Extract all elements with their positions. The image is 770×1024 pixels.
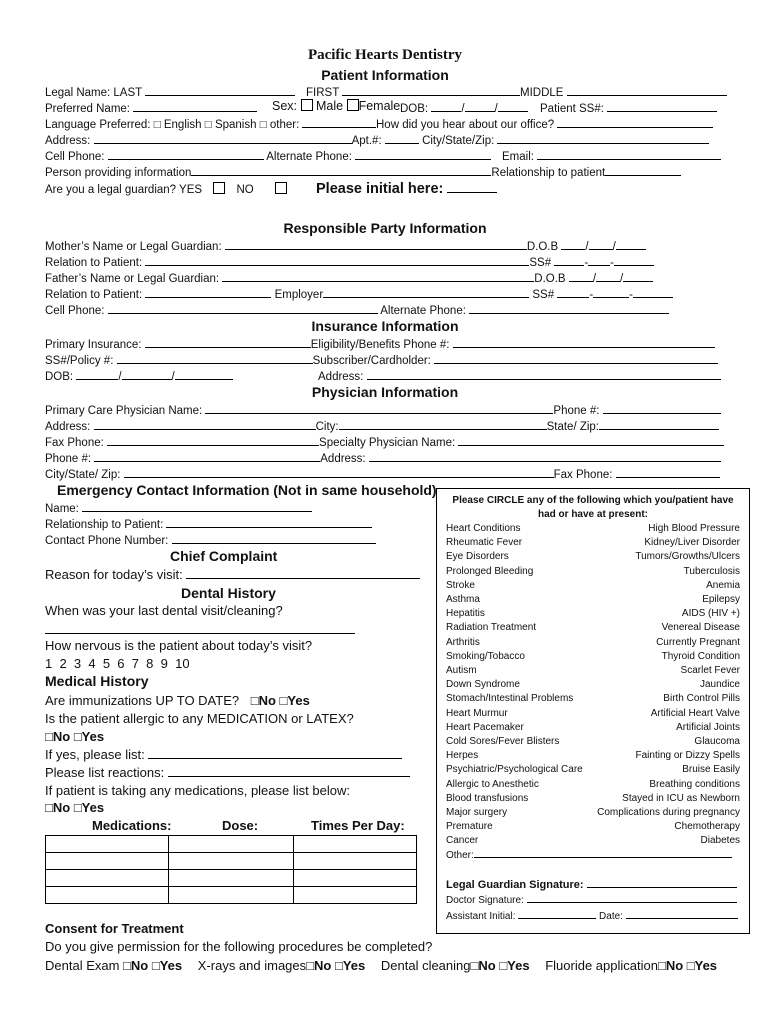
condition-item[interactable]: Asthma: [446, 594, 480, 606]
allergy-list-field[interactable]: [148, 747, 402, 759]
consent-options-row: [45, 958, 717, 973]
preferred-label: Preferred Name:: [45, 103, 131, 115]
condition-item[interactable]: Hepatitis: [446, 608, 485, 620]
guardian-sig-label: Legal Guardian Signature:: [446, 879, 584, 891]
apt-field[interactable]: [385, 132, 419, 144]
condition-item[interactable]: High Blood Pressure: [648, 523, 740, 534]
ins-dob-year[interactable]: [175, 368, 233, 380]
condition-item[interactable]: Fainting or Dizzy Spells: [635, 750, 740, 762]
condition-item[interactable]: Currently Pregnant: [656, 636, 740, 648]
conditions-header: Please CIRCLE any of the following which you/patient have had or have at present:: [452, 495, 734, 520]
medication-cell[interactable]: [46, 853, 169, 870]
checkbox-glyph[interactable]: □: [153, 119, 161, 131]
fax-label: Fax Phone:: [45, 437, 104, 449]
reactions-label: Please list reactions:: [45, 765, 165, 780]
medications-table: [45, 835, 417, 904]
dob-label: DOB:: [45, 371, 74, 383]
relationship-field[interactable]: [605, 164, 681, 176]
female-label: Female: [358, 99, 401, 113]
responsible-title: Responsible Party Information: [283, 220, 487, 236]
exam-label: Dental Exam: [45, 958, 120, 973]
fluoride-label: Fluoride application: [545, 958, 658, 973]
insurance-title: Insurance Information: [311, 318, 459, 334]
consent-title: Consent for Treatment: [45, 921, 184, 936]
condition-item[interactable]: Stomach/Intestinal Problems: [446, 693, 574, 705]
sex-row: [272, 99, 400, 113]
fluoride-options[interactable]: □No □Yes: [657, 958, 718, 973]
relation-field[interactable]: [145, 254, 529, 266]
other-language-field[interactable]: [302, 116, 376, 128]
checkbox-glyph[interactable]: □: [259, 119, 267, 131]
emergency-relationship-row: [45, 516, 372, 531]
condition-item[interactable]: Cancer: [446, 835, 479, 847]
immunizations-label: Are immunizations UP TO DATE?: [45, 693, 240, 708]
cell-row: [45, 148, 491, 163]
pcp-row: [45, 402, 721, 417]
allergic-options[interactable]: □No □Yes: [45, 729, 105, 744]
father-dob-year[interactable]: [623, 270, 653, 282]
apt-label: Apt.#:: [351, 135, 382, 147]
nervous-label: How nervous is the patient about today’s visit?: [45, 638, 313, 653]
relation-label: Relation to Patient:: [45, 257, 143, 269]
condition-item[interactable]: Down Syndrome: [446, 679, 520, 691]
mother-label: Mother’s Name or Legal Guardian:: [45, 241, 222, 253]
person-providing-field[interactable]: [191, 164, 491, 176]
ins-dob-month[interactable]: [76, 368, 118, 380]
email-field[interactable]: [537, 148, 721, 160]
spanish-label: Spanish: [214, 119, 257, 131]
condition-item[interactable]: Blood transfusions: [446, 792, 529, 804]
dose-cell[interactable]: [169, 853, 294, 870]
father-field[interactable]: [222, 270, 534, 282]
phone-label: Phone #:: [553, 405, 600, 417]
ins-dob-day[interactable]: [122, 368, 172, 380]
legal-name-label: Legal Name: LAST: [45, 87, 142, 99]
initial-row: [316, 181, 497, 197]
times-cell[interactable]: [294, 870, 417, 887]
taking-label: If patient is taking any medications, please list below:: [45, 783, 350, 798]
other-label: other:: [269, 119, 300, 131]
condition-item[interactable]: Psychiatric/Psychological Care: [446, 764, 583, 776]
patient-ss-label: Patient SS#:: [540, 103, 604, 115]
other-row: [446, 848, 732, 861]
preferred-name-field[interactable]: [133, 100, 257, 112]
first-name-row: [306, 84, 520, 99]
date-field[interactable]: [626, 909, 738, 919]
father-row: Father’s Name or Legal Guardian: D.O.B / /: [45, 270, 653, 285]
condition-item[interactable]: Major surgery: [446, 807, 508, 819]
condition-item[interactable]: Smoking/Tobacco: [446, 650, 525, 662]
medication-cell[interactable]: [46, 836, 169, 853]
ss-policy-label: SS#/Policy #:: [45, 355, 114, 367]
insurance-address-row: [318, 368, 721, 383]
emergency-title: Emergency Contact Information (Not in same household): [57, 482, 437, 498]
guardian-sig-row: [446, 877, 737, 891]
initial-field[interactable]: [447, 181, 497, 193]
list-row: [45, 747, 402, 762]
condition-item[interactable]: Heart Conditions: [446, 523, 521, 534]
address-row: [45, 132, 709, 147]
condition-item[interactable]: Glaucoma: [694, 736, 740, 748]
pcp-fax-field[interactable]: [107, 434, 319, 446]
alt-phone-label: Alternate Phone:: [380, 305, 466, 317]
col-medications: Medications:: [92, 818, 172, 833]
condition-item[interactable]: Complications during pregnancy: [597, 807, 740, 819]
language-label: Language Preferred:: [45, 119, 151, 131]
nervous-scale[interactable]: 1 2 3 4 5 6 7 8 9 10: [45, 656, 190, 671]
condition-item[interactable]: Chemotherapy: [674, 821, 740, 833]
cell-field[interactable]: [108, 148, 264, 160]
english-label: English: [163, 119, 202, 131]
pcp-phone-field[interactable]: [603, 402, 721, 414]
condition-item[interactable]: Epilepsy: [702, 594, 740, 606]
condition-item[interactable]: Cold Sores/Fever Blisters: [446, 736, 560, 748]
dental-title: Dental History: [181, 585, 276, 601]
conditions-right-column: [597, 522, 740, 849]
table-row: [46, 870, 417, 887]
condition-item[interactable]: Prolonged Bleeding: [446, 565, 534, 577]
other-label: Other:: [446, 850, 474, 861]
cell-label: Cell Phone:: [45, 305, 105, 317]
city-fax-row: [45, 466, 720, 481]
col-times: Times Per Day:: [311, 818, 405, 833]
address-label: Address:: [45, 135, 91, 147]
patient-ss-field[interactable]: [607, 100, 717, 112]
hear-row: [376, 116, 713, 131]
female-checkbox[interactable]: [347, 99, 359, 111]
last-visit-label: When was your last dental visit/cleaning?: [45, 603, 283, 618]
table-row: [46, 836, 417, 853]
medication-cell[interactable]: [46, 887, 169, 904]
ss-part1[interactable]: [554, 254, 584, 266]
ss-label: SS#: [529, 257, 552, 269]
address-label: Address:: [320, 453, 366, 465]
fax-label: Fax Phone:: [553, 469, 613, 481]
city-label: City:: [315, 421, 339, 433]
taking-options[interactable]: □No □Yes: [45, 800, 105, 815]
dose-cell[interactable]: [169, 887, 294, 904]
male-label: Male: [315, 99, 344, 113]
condition-item[interactable]: Thyroid Condition: [661, 650, 740, 662]
condition-item[interactable]: Venereal Disease: [661, 622, 740, 634]
condition-item[interactable]: Premature: [446, 821, 493, 833]
reason-label: Reason for today’s visit:: [45, 567, 183, 582]
chief-title: Chief Complaint: [170, 548, 278, 564]
times-cell[interactable]: [294, 836, 417, 853]
condition-item[interactable]: Eye Disorders: [446, 551, 509, 563]
condition-item[interactable]: AIDS (HIV +): [681, 608, 740, 620]
cleaning-options[interactable]: □No □Yes: [470, 958, 530, 973]
father-dob-day[interactable]: [596, 270, 620, 282]
first-name-label: FIRST: [306, 87, 340, 99]
relation-employer-row: Relation to Patient: Employer SS# - -: [45, 286, 673, 301]
condition-item[interactable]: Heart Murmur: [446, 707, 508, 719]
initial-label: Please initial here:: [316, 181, 444, 197]
pcp-address-field[interactable]: [94, 418, 316, 430]
condition-item[interactable]: Autism: [446, 665, 477, 677]
condition-item[interactable]: Scarlet Fever: [680, 665, 740, 677]
phone-address-row: [45, 450, 721, 465]
page-title: Pacific Hearts Dentistry: [307, 47, 463, 63]
first-name-field[interactable]: [342, 84, 520, 96]
mother-dob-day[interactable]: [589, 238, 613, 250]
table-row: [46, 853, 417, 870]
alt-phone-field[interactable]: [355, 148, 491, 160]
specialty-fax-field[interactable]: [616, 466, 720, 478]
immunizations-row: [45, 693, 310, 708]
guardian-signature-field[interactable]: [587, 877, 737, 888]
city-state-zip-label: City/State/Zip:: [422, 135, 495, 147]
phone-label: Phone #:: [45, 453, 92, 465]
xrays-label: X-rays and images: [197, 958, 307, 973]
pcp-field[interactable]: [205, 402, 553, 414]
dob-label: D.O.B: [526, 241, 559, 253]
eligibility-field[interactable]: [453, 336, 715, 348]
emergency-name-field[interactable]: [82, 500, 312, 512]
condition-item[interactable]: Diabetes: [700, 835, 740, 847]
guardian-question: Are you a legal guardian? YES: [45, 184, 203, 196]
date-label: Date:: [599, 911, 623, 922]
ss-label: SS#: [532, 289, 555, 301]
condition-item[interactable]: Birth Control Pills: [663, 693, 740, 705]
phone-label: Contact Phone Number:: [45, 535, 169, 547]
ss2-part3[interactable]: [633, 286, 673, 298]
state-zip-label: State/ Zip:: [546, 421, 600, 433]
conditions-box: [436, 488, 750, 934]
eligibility-label: Eligibility/Benefits Phone #:: [310, 339, 450, 351]
guardian-yes-checkbox[interactable]: [213, 182, 225, 194]
dob-label: DOB:: [400, 103, 429, 115]
condition-item[interactable]: Jaundice: [699, 679, 740, 691]
person-providing-row: [45, 164, 681, 179]
doctor-signature-field[interactable]: [527, 893, 737, 903]
condition-item[interactable]: Stroke: [446, 579, 475, 591]
doctor-sig-label: Doctor Signature:: [446, 895, 524, 906]
emergency-phone-field[interactable]: [172, 532, 376, 544]
condition-item[interactable]: Artificial Heart Valve: [650, 707, 740, 719]
cell-label: Cell Phone:: [45, 151, 105, 163]
last-visit-field[interactable]: [45, 633, 355, 634]
ss2-part1[interactable]: [557, 286, 589, 298]
father-dob-month[interactable]: [569, 270, 593, 282]
reason-field[interactable]: [186, 567, 420, 579]
assistant-row: [446, 909, 738, 922]
employer-field[interactable]: [323, 286, 529, 298]
medication-cell[interactable]: [46, 870, 169, 887]
email-label: Email:: [502, 151, 534, 163]
dob-row: DOB: / /: [400, 100, 528, 115]
reactions-row: [45, 765, 410, 780]
cleaning-label: Dental cleaning: [380, 958, 471, 973]
city-state-zip-field[interactable]: [497, 132, 709, 144]
male-checkbox[interactable]: [301, 99, 313, 111]
dob-day-field[interactable]: [465, 100, 495, 112]
hear-field[interactable]: [557, 116, 713, 128]
alt-phone-label: Alternate Phone:: [266, 151, 352, 163]
condition-item[interactable]: Anemia: [706, 579, 740, 591]
address-label: Address:: [45, 421, 91, 433]
language-row: [45, 116, 376, 131]
times-cell[interactable]: [294, 853, 417, 870]
address-label: Address:: [318, 371, 364, 383]
doctor-sig-row: [446, 893, 737, 906]
specialty-label: Specialty Physician Name:: [319, 437, 456, 449]
emergency-name-row: [45, 500, 312, 515]
father-label: Father’s Name or Legal Guardian:: [45, 273, 220, 285]
subscriber-field[interactable]: [434, 352, 718, 364]
resp-cell-row: [45, 302, 669, 317]
last-name-field[interactable]: [145, 84, 295, 96]
guardian-no-label: NO: [236, 184, 254, 196]
checkbox-glyph[interactable]: □: [204, 119, 212, 131]
legal-name-row: [45, 84, 295, 99]
emergency-phone-row: [45, 532, 376, 547]
reactions-field[interactable]: [168, 765, 410, 777]
specialty-phone-field[interactable]: [94, 450, 320, 462]
sex-label: Sex:: [272, 99, 298, 113]
pcp-city-field[interactable]: [339, 418, 547, 430]
fax-specialty-row: [45, 434, 724, 449]
relation-row: Relation to Patient: SS# - -: [45, 254, 654, 269]
pcp-state-zip-field[interactable]: [599, 418, 719, 430]
relation2-field[interactable]: [145, 286, 271, 298]
mother-field[interactable]: [225, 238, 527, 250]
employer-label: Employer: [274, 289, 324, 301]
immunizations-options[interactable]: □No □Yes: [250, 693, 310, 708]
emergency-relationship-field[interactable]: [166, 516, 372, 528]
condition-item[interactable]: Kidney/Liver Disorder: [644, 537, 740, 549]
subscriber-label: Subscriber/Cardholder:: [312, 355, 431, 367]
patient-ss-row: [540, 100, 717, 115]
medical-title: Medical History: [45, 673, 149, 689]
ss-part3[interactable]: [614, 254, 654, 266]
address-field[interactable]: [94, 132, 352, 144]
name-label: Name:: [45, 503, 79, 515]
mother-dob-month[interactable]: [561, 238, 585, 250]
exam-options[interactable]: □No □Yes: [123, 958, 183, 973]
condition-item[interactable]: Heart Pacemaker: [446, 721, 524, 733]
middle-name-row: [520, 84, 727, 99]
list-label: If yes, please list:: [45, 747, 145, 762]
hear-label: How did you hear about our office?: [376, 119, 555, 131]
condition-item[interactable]: Arthritis: [446, 636, 480, 648]
reason-row: [45, 567, 420, 582]
insurance-row2: [45, 352, 718, 367]
specialty-city-field[interactable]: [124, 466, 554, 478]
condition-item[interactable]: Herpes: [446, 750, 479, 762]
primary-insurance-field[interactable]: [145, 336, 311, 348]
condition-item[interactable]: Allergic to Anesthetic: [446, 778, 539, 790]
condition-item[interactable]: Radiation Treatment: [446, 622, 537, 634]
ins-address-field[interactable]: [367, 368, 721, 380]
condition-item[interactable]: Artificial Joints: [676, 721, 740, 733]
resp-alt-phone-field[interactable]: [469, 302, 669, 314]
condition-item[interactable]: Stayed in ICU as Newborn: [622, 792, 740, 804]
col-dose: Dose:: [222, 818, 259, 833]
guardian-row: [45, 182, 287, 196]
middle-name-field[interactable]: [567, 84, 727, 96]
times-cell[interactable]: [294, 887, 417, 904]
condition-item[interactable]: Breathing conditions: [649, 778, 740, 790]
assistant-initial-field[interactable]: [518, 909, 596, 919]
condition-item[interactable]: Bruise Easily: [682, 764, 740, 776]
primary-insurance-label: Primary Insurance:: [45, 339, 142, 351]
mother-row: Mother’s Name or Legal Guardian: D.O.B / /: [45, 238, 646, 253]
consent-question: Do you give permission for the following procedures be completed?: [45, 939, 433, 954]
email-row: [502, 148, 721, 163]
dob-year-field[interactable]: [498, 100, 528, 112]
city-state-zip-label: City/State/ Zip:: [45, 469, 121, 481]
guardian-no-checkbox[interactable]: [275, 182, 287, 194]
condition-item[interactable]: Tuberculosis: [683, 565, 740, 577]
resp-cell-field[interactable]: [108, 302, 378, 314]
dob-label: D.O.B: [534, 273, 566, 285]
conditions-left-column: [446, 522, 583, 849]
assistant-label: Assistant Initial:: [446, 911, 516, 922]
ss-policy-field[interactable]: [117, 352, 313, 364]
xrays-options[interactable]: □No □Yes: [306, 958, 366, 973]
condition-item[interactable]: Tumors/Growths/Ulcers: [635, 551, 740, 563]
dose-cell[interactable]: [169, 836, 294, 853]
ss-part2[interactable]: [588, 254, 610, 266]
person-providing-label: Person providing information: [45, 167, 192, 179]
condition-item[interactable]: Rheumatic Fever: [446, 537, 523, 549]
relationship-label: Relationship to patient: [491, 167, 606, 179]
middle-name-label: MIDDLE: [520, 87, 564, 99]
pcp-address-row: [45, 418, 719, 433]
table-row: [46, 887, 417, 904]
other-conditions-field[interactable]: [474, 848, 732, 858]
relationship-label: Relationship to Patient:: [45, 519, 164, 531]
mother-dob-year[interactable]: [616, 238, 646, 250]
insurance-row1: [45, 336, 715, 351]
page-subtitle: Patient Information: [321, 67, 449, 83]
insurance-row3: DOB: / /: [45, 368, 233, 383]
pcp-label: Primary Care Physician Name:: [45, 405, 203, 417]
dose-cell[interactable]: [169, 870, 294, 887]
ss2-part2[interactable]: [593, 286, 629, 298]
physician-title: Physician Information: [311, 384, 459, 400]
specialty-field[interactable]: [458, 434, 724, 446]
relation-label: Relation to Patient:: [45, 289, 143, 301]
specialty-address-field[interactable]: [369, 450, 721, 462]
dob-month-field[interactable]: [431, 100, 461, 112]
allergic-label: Is the patient allergic to any MEDICATION or LATEX?: [45, 711, 354, 726]
preferred-row: [45, 100, 257, 115]
